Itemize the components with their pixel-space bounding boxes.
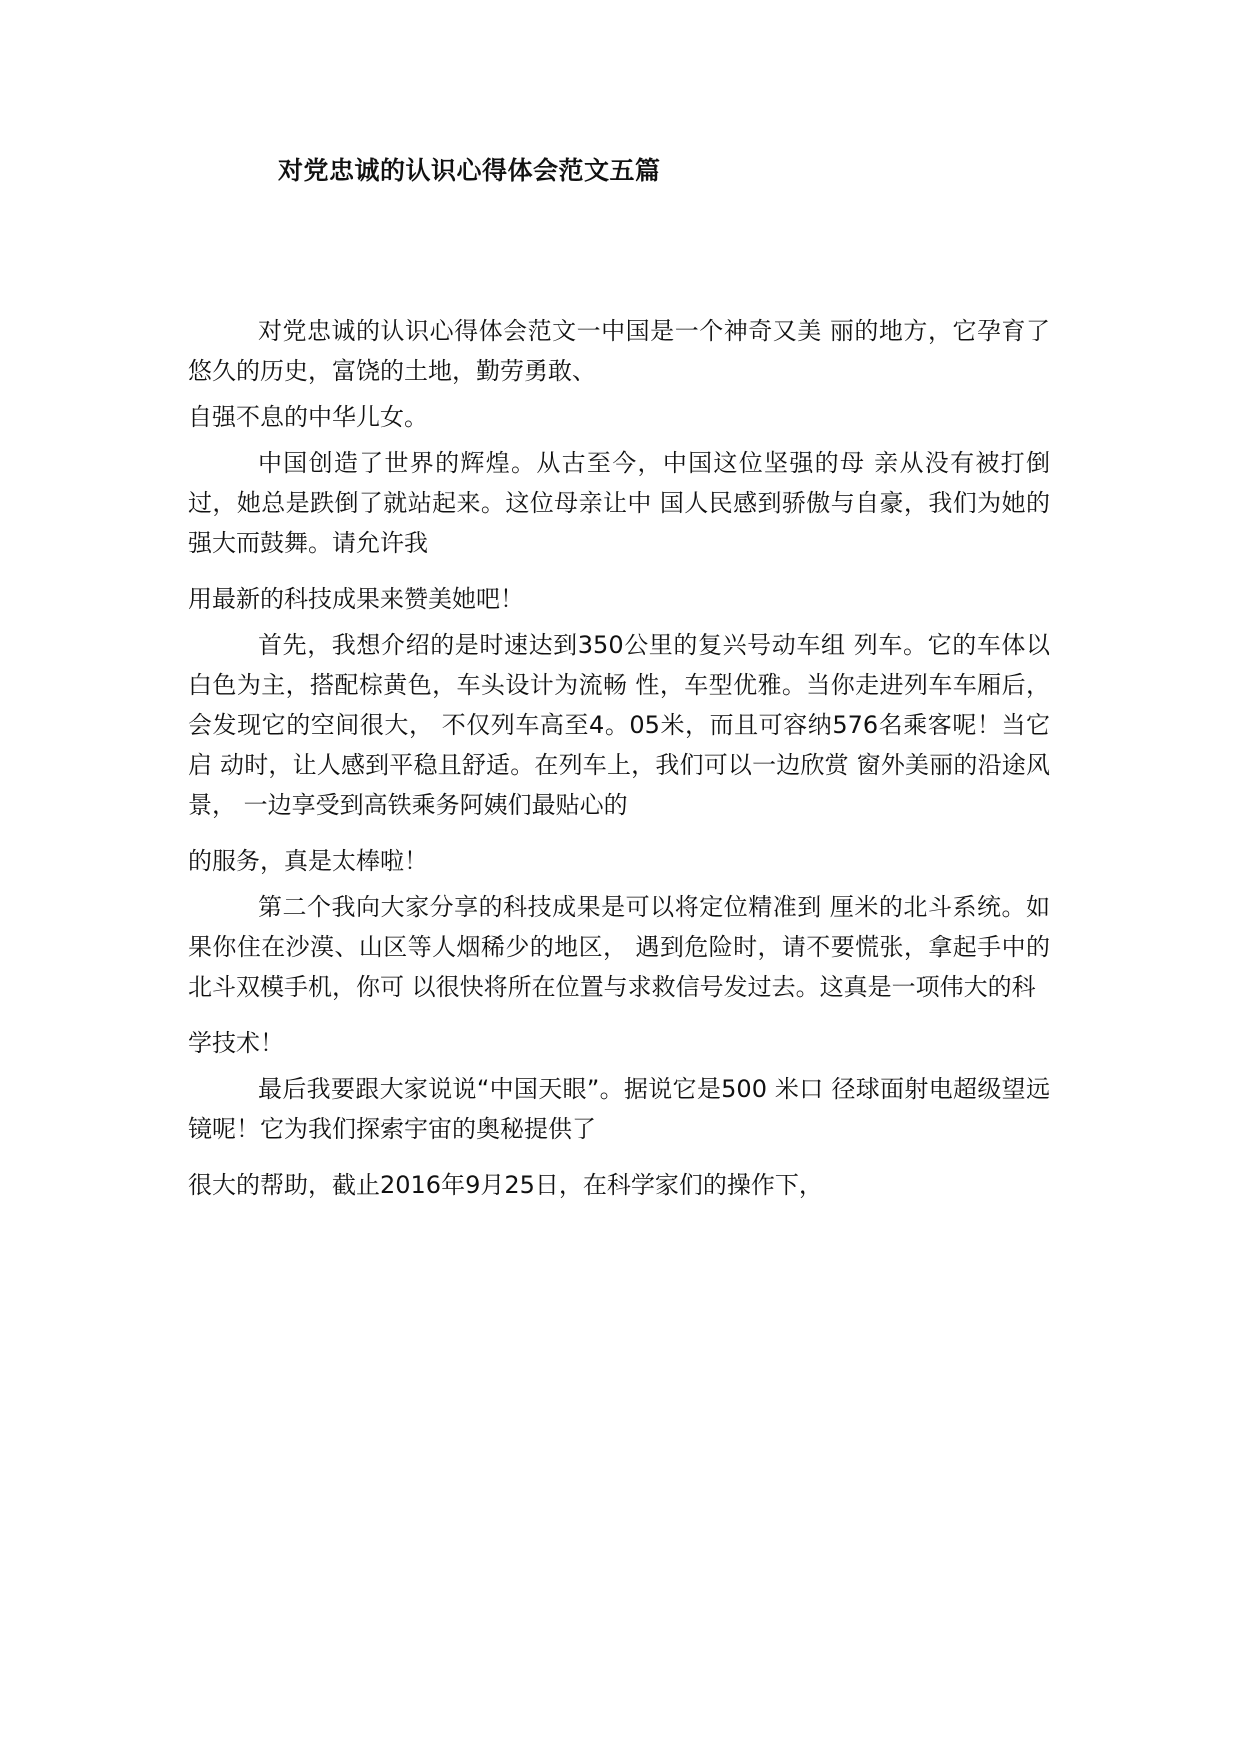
paragraph: 的服务，真是太棒啦！: [188, 847, 428, 875]
document-body: [188, 311, 1050, 1205]
document-title: 对党忠诚的认识心得体会范文五篇: [278, 156, 661, 185]
paragraph: 第二个我向大家分享的科技成果是可以将定位精准到 厘米的北斗系统。如果你住在沙漠、山区等人烟稀少的地区， 遇到危险时，请不要慌张，拿起手中的北斗双模手机，你可 以很快将所在位置与求救信号发过去。这真是一项伟大的科: [188, 893, 1050, 1001]
paragraph: 很大的帮助，截止2016年9月25日，在科学家们的操作下，: [188, 1171, 823, 1199]
paragraph: 学技术！: [188, 1029, 284, 1057]
paragraph: 对党忠诚的认识心得体会范文一中国是一个神奇又美 丽的地方，它孕育了悠久的历史，富饶的土地，勤劳勇敢、: [188, 317, 1050, 385]
paragraph: 最后我要跟大家说说“中国天眼”。据说它是500 米口 径球面射电超级望远镜呢！它为我们探索宇宙的奥秘提供了: [188, 1075, 1050, 1143]
paragraph: 用最新的科技成果来赞美她吧！: [188, 585, 524, 613]
paragraph: 自强不息的中华儿女。: [188, 403, 428, 431]
paragraph: 中国创造了世界的辉煌。从古至今，中国这位坚强的母 亲从没有被打倒过，她总是跌倒了就站起来。这位母亲让中 国人民感到骄傲与自豪，我们为她的强大而鼓舞。请允许我: [188, 449, 1050, 557]
paragraph: 首先，我想介绍的是时速达到350公里的复兴号动车组 列车。它的车体以白色为主，搭配棕黄色，车头设计为流畅 性，车型优雅。当你走进列车车厢后，会发现它的空间很大， 不仅列车高至4。05米，而且可容纳576名乘客呢！当它启 动时，让人感到平稳且舒适。在列车上，我们可以一边欣赏 窗外美丽的沿途风景， 一边享受到高铁乘务阿姨们最贴心的: [188, 631, 1050, 819]
